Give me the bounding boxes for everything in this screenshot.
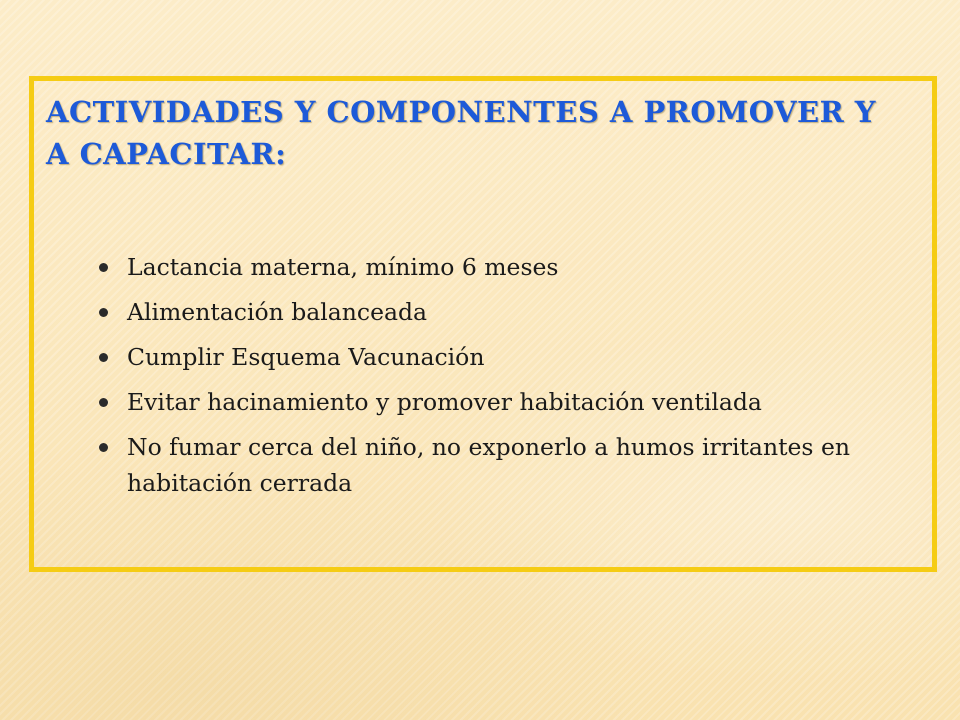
bullet-text: Lactancia materna, mínimo 6 meses bbox=[127, 253, 559, 281]
bullet-dot-icon bbox=[99, 263, 108, 272]
list-item bbox=[96, 249, 896, 285]
bullet-text: No fumar cerca del niño, no exponerlo a humos irritantes en habitación cerrada bbox=[127, 433, 851, 497]
bullet-dot-icon bbox=[99, 443, 108, 452]
bullet-dot-icon bbox=[99, 353, 108, 362]
list-item bbox=[96, 339, 896, 375]
list-item bbox=[96, 294, 896, 330]
bullet-dot-icon bbox=[99, 308, 108, 317]
bullet-text: Alimentación balanceada bbox=[127, 298, 428, 326]
slide-title: ACTIVIDADES Y COMPONENTES A PROMOVER Y A CAPACITAR: bbox=[46, 95, 877, 171]
list-item bbox=[96, 384, 896, 420]
bullet-text: Evitar hacinamiento y promover habitación ventilada bbox=[127, 388, 762, 416]
bullet-text: Cumplir Esquema Vacunación bbox=[127, 343, 485, 371]
content-frame bbox=[29, 76, 937, 572]
bullet-dot-icon bbox=[99, 398, 108, 407]
list-item bbox=[96, 429, 896, 501]
bullet-list bbox=[96, 249, 896, 510]
